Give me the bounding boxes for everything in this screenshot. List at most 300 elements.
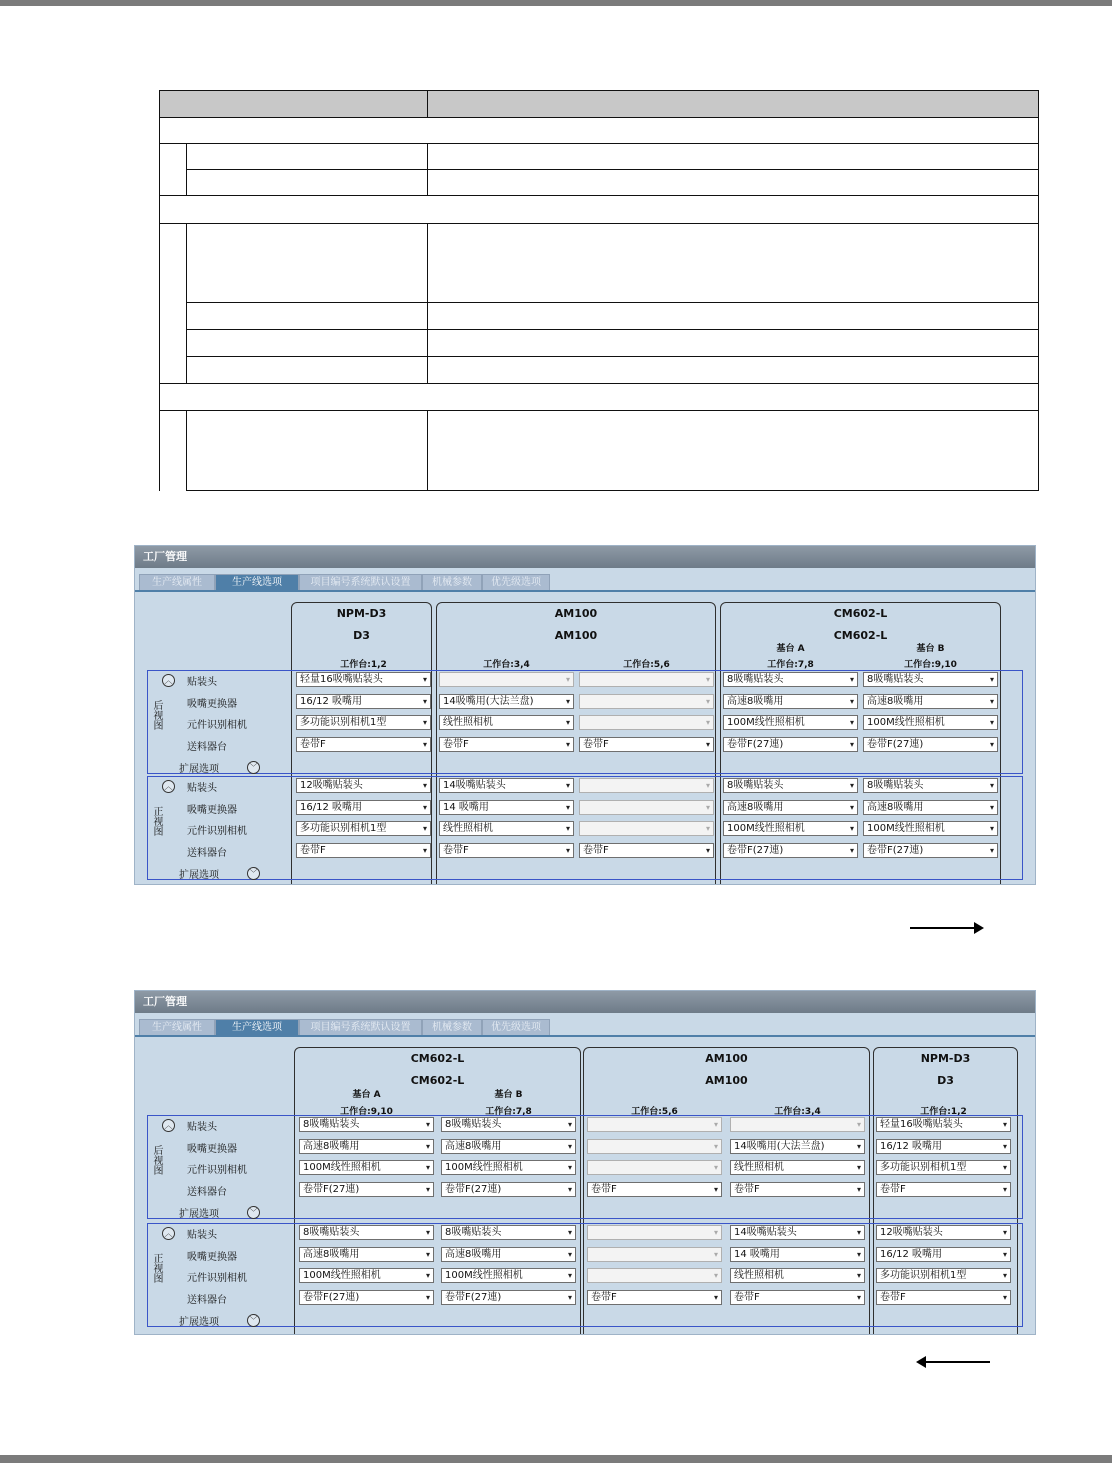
tab-0[interactable]: 生产线属性 <box>139 574 215 591</box>
chevron-down-icon: ▾ <box>565 824 570 834</box>
dropdown-select <box>587 1225 722 1240</box>
dropdown-value: 高速8吸嘴用 <box>445 1140 502 1152</box>
chevron-down-icon: ▾ <box>989 740 994 750</box>
dropdown-select[interactable] <box>730 1160 865 1175</box>
tab-4[interactable]: 优先级选项 <box>482 1019 550 1036</box>
tab-3[interactable]: 机械参数 <box>422 1019 482 1036</box>
chevron-down-icon: ▾ <box>422 846 427 856</box>
stage-label: 基台 B <box>494 1090 523 1100</box>
dropdown-select[interactable] <box>296 672 431 687</box>
row-label: 送料器台 <box>187 742 227 754</box>
row-label: 元件识别相机 <box>187 1273 247 1285</box>
expand-options-label[interactable]: 扩展选项 <box>179 1208 219 1220</box>
chevron-down-icon: ▾ <box>425 1249 430 1259</box>
expand-down-icon[interactable]: ﹀ <box>247 1206 260 1219</box>
factory-panel-forward <box>134 545 1036 885</box>
arrow-left-icon <box>918 1361 990 1363</box>
chevron-down-icon: ▾ <box>422 675 427 684</box>
chevron-down-icon: ▾ <box>1002 1271 1007 1281</box>
dropdown-select[interactable] <box>299 1290 434 1305</box>
view-label: 正视图 <box>151 1253 162 1283</box>
chevron-down-icon: ▾ <box>567 1271 572 1281</box>
chevron-down-icon: ▾ <box>422 802 427 812</box>
dropdown-select[interactable] <box>296 694 431 709</box>
row-label: 贴装头 <box>187 1122 217 1133</box>
dropdown-select[interactable] <box>723 843 858 858</box>
dropdown-select[interactable] <box>730 1290 865 1305</box>
chevron-down-icon: ▾ <box>713 1141 718 1151</box>
stage-label: 基台 A <box>352 1090 381 1100</box>
dropdown-select[interactable] <box>730 1139 865 1154</box>
dropdown-value: 高速8吸嘴用 <box>867 695 924 707</box>
expand-down-icon[interactable]: ﹀ <box>247 867 260 880</box>
panel-title: 工厂管理 <box>135 546 1035 568</box>
chevron-down-icon: ▾ <box>567 1293 572 1303</box>
tab-1[interactable]: 生产线选项 <box>215 574 299 591</box>
dropdown-value: 100M线性照相机 <box>445 1270 523 1282</box>
chevron-down-icon: ▾ <box>989 824 994 834</box>
chevron-down-icon: ▾ <box>713 1163 718 1173</box>
tab-0[interactable]: 生产线属性 <box>139 1019 215 1036</box>
chevron-down-icon: ▾ <box>567 1163 572 1173</box>
dropdown-select[interactable] <box>876 1182 1011 1197</box>
dropdown-select[interactable] <box>730 1247 865 1262</box>
dropdown-select[interactable] <box>439 800 574 815</box>
dropdown-select <box>579 672 714 687</box>
dropdown-select[interactable] <box>439 821 574 836</box>
dropdown-value: 卷带F(27連) <box>867 739 924 751</box>
dropdown-value: 轻量16吸嘴贴装头 <box>880 1119 963 1130</box>
tab-3[interactable]: 机械参数 <box>422 574 482 591</box>
dropdown-value: 卷带F(27連) <box>445 1292 502 1304</box>
dropdown-value: 8吸嘴贴装头 <box>445 1119 502 1130</box>
chevron-down-icon: ▾ <box>422 696 427 706</box>
chevron-down-icon: ▾ <box>422 718 427 728</box>
chevron-down-icon: ▾ <box>713 1249 718 1259</box>
dropdown-select[interactable] <box>441 1117 576 1132</box>
chevron-down-icon: ▾ <box>567 1249 572 1259</box>
dropdown-value: 100M线性照相机 <box>445 1162 523 1174</box>
row-label: 贴装头 <box>187 783 217 794</box>
dropdown-value: 卷带F <box>300 739 326 751</box>
machine-model: CM602-L <box>410 1074 465 1087</box>
chevron-down-icon: ▾ <box>565 781 570 790</box>
dropdown-value: 卷带F(27連) <box>727 845 784 857</box>
dropdown-value: 卷带F <box>583 739 609 751</box>
dropdown-select <box>587 1268 722 1283</box>
dropdown-select <box>579 694 714 709</box>
machine-name: AM100 <box>705 1052 748 1065</box>
page-top-rule <box>0 0 1112 6</box>
chevron-down-icon: ▾ <box>567 1185 572 1195</box>
dropdown-select[interactable] <box>730 1225 865 1240</box>
dropdown-select <box>587 1139 722 1154</box>
view-label: 后视图 <box>151 700 162 730</box>
dropdown-select[interactable] <box>723 778 858 793</box>
dropdown-select[interactable] <box>441 1247 576 1262</box>
chevron-down-icon: ▾ <box>713 1293 718 1303</box>
chevron-down-icon: ▾ <box>989 696 994 706</box>
table-row <box>186 302 1039 330</box>
dropdown-value: 卷带F <box>591 1292 617 1304</box>
row-label: 吸嘴更换器 <box>187 698 237 710</box>
row-label: 贴装头 <box>187 677 217 688</box>
dropdown-select[interactable] <box>439 694 574 709</box>
dropdown-select <box>587 1117 722 1132</box>
dropdown-select[interactable] <box>723 672 858 687</box>
dropdown-value: 多功能识别相机1型 <box>300 823 387 835</box>
dropdown-value: 高速8吸嘴用 <box>303 1140 360 1152</box>
dropdown-select[interactable] <box>876 1139 1011 1154</box>
dropdown-value: 线性照相机 <box>443 717 493 729</box>
dropdown-value: 卷带F <box>300 845 326 857</box>
row-label: 元件识别相机 <box>187 826 247 838</box>
dropdown-value: 16/12 吸嘴用 <box>880 1140 942 1152</box>
chevron-down-icon: ▾ <box>425 1120 430 1129</box>
tab-4[interactable]: 优先级选项 <box>482 574 550 591</box>
dropdown-select[interactable] <box>876 1290 1011 1305</box>
chevron-down-icon: ▾ <box>565 846 570 856</box>
chevron-down-icon: ▾ <box>1002 1293 1007 1303</box>
collapse-up-icon[interactable]: ︿ <box>162 1119 175 1132</box>
dropdown-value: 12吸嘴贴装头 <box>300 780 363 791</box>
collapse-up-icon[interactable]: ︿ <box>162 674 175 687</box>
table-row <box>186 223 1039 303</box>
machine-name: CM602-L <box>410 1052 465 1065</box>
machine-model: D3 <box>353 629 370 642</box>
dropdown-select[interactable] <box>441 1290 576 1305</box>
chevron-down-icon: ▾ <box>849 718 854 728</box>
dropdown-value: 线性照相机 <box>734 1270 784 1282</box>
table-row <box>186 143 1039 170</box>
chevron-down-icon: ▾ <box>1002 1228 1007 1237</box>
chevron-down-icon: ▾ <box>425 1271 430 1281</box>
chevron-down-icon: ▾ <box>565 802 570 812</box>
dropdown-value: 卷带F <box>734 1184 760 1196</box>
dropdown-value: 线性照相机 <box>734 1162 784 1174</box>
view-label: 正视图 <box>151 806 162 836</box>
chevron-down-icon: ▾ <box>856 1141 861 1151</box>
chevron-down-icon: ▾ <box>705 824 710 834</box>
chevron-down-icon: ▾ <box>1002 1249 1007 1259</box>
chevron-down-icon: ▾ <box>1002 1185 1007 1195</box>
dropdown-value: 卷带F(27連) <box>867 845 924 857</box>
dropdown-select[interactable] <box>441 1225 576 1240</box>
dropdown-select[interactable] <box>863 715 998 730</box>
dropdown-value: 100M线性照相机 <box>303 1162 381 1174</box>
row-label: 元件识别相机 <box>187 720 247 732</box>
view-label: 后视图 <box>151 1145 162 1175</box>
machine-model: AM100 <box>705 1074 748 1087</box>
dropdown-value: 高速8吸嘴用 <box>303 1248 360 1260</box>
dropdown-value: 14吸嘴用(大法兰盘) <box>443 695 534 707</box>
dropdown-select <box>579 778 714 793</box>
chevron-down-icon: ▾ <box>856 1271 861 1281</box>
dropdown-select[interactable] <box>299 1160 434 1175</box>
chevron-down-icon: ▾ <box>989 802 994 812</box>
dropdown-value: 14吸嘴用(大法兰盘) <box>734 1140 825 1152</box>
dropdown-select[interactable] <box>876 1225 1011 1240</box>
collapse-up-icon[interactable]: ︿ <box>162 780 175 793</box>
dropdown-select[interactable] <box>863 737 998 752</box>
row-label: 吸嘴更换器 <box>187 1251 237 1263</box>
chevron-down-icon: ▾ <box>856 1249 861 1259</box>
dropdown-select[interactable] <box>723 715 858 730</box>
dropdown-value: 100M线性照相机 <box>867 717 945 729</box>
dropdown-select[interactable] <box>299 1247 434 1262</box>
dropdown-select[interactable] <box>723 737 858 752</box>
tab-2[interactable]: 项目编号系统默认设置 <box>299 1019 422 1036</box>
dropdown-select[interactable] <box>723 694 858 709</box>
expand-down-icon[interactable]: ﹀ <box>247 761 260 774</box>
chevron-down-icon: ▾ <box>567 1141 572 1151</box>
chevron-down-icon: ▾ <box>856 1228 861 1237</box>
machine-name: CM602-L <box>833 607 888 620</box>
row-label: 送料器台 <box>187 848 227 860</box>
dropdown-select[interactable] <box>441 1182 576 1197</box>
stage-label: 基台 B <box>916 644 945 654</box>
worktable-label: 工作台:3,4 <box>774 1107 821 1117</box>
dropdown-select[interactable] <box>876 1268 1011 1283</box>
chevron-down-icon: ▾ <box>849 824 854 834</box>
chevron-down-icon: ▾ <box>705 740 710 750</box>
chevron-down-icon: ▾ <box>989 718 994 728</box>
chevron-down-icon: ▾ <box>705 802 710 812</box>
dropdown-select[interactable] <box>299 1182 434 1197</box>
worktable-label: 工作台:9,10 <box>904 660 957 670</box>
dropdown-value: 线性照相机 <box>443 823 493 835</box>
machine-name: AM100 <box>554 607 598 620</box>
chevron-down-icon: ▾ <box>565 740 570 750</box>
chevron-down-icon: ▾ <box>1002 1163 1007 1173</box>
dropdown-value: 多功能识别相机1型 <box>880 1270 967 1282</box>
dropdown-select[interactable] <box>863 843 998 858</box>
dropdown-value: 卷带F <box>443 845 469 857</box>
dropdown-select[interactable] <box>439 737 574 752</box>
page-bottom-rule <box>0 1455 1112 1463</box>
dropdown-select[interactable] <box>579 843 714 858</box>
stage-label: 基台 A <box>776 644 805 654</box>
dropdown-select[interactable] <box>299 1117 434 1132</box>
dropdown-select[interactable] <box>299 1225 434 1240</box>
dropdown-value: 100M线性照相机 <box>867 823 945 835</box>
dropdown-select[interactable] <box>441 1160 576 1175</box>
chevron-down-icon: ▾ <box>422 740 427 750</box>
dropdown-value: 8吸嘴贴装头 <box>303 1119 360 1130</box>
chevron-down-icon: ▾ <box>713 1228 718 1237</box>
expand-down-icon[interactable]: ﹀ <box>247 1314 260 1327</box>
chevron-down-icon: ▾ <box>849 781 854 790</box>
tab-2[interactable]: 项目编号系统默认设置 <box>299 574 422 591</box>
chevron-down-icon: ▾ <box>989 846 994 856</box>
chevron-down-icon: ▾ <box>856 1120 861 1129</box>
worktable-label: 工作台:7,8 <box>485 1107 532 1117</box>
chevron-down-icon: ▾ <box>422 781 427 790</box>
dropdown-value: 卷带F <box>583 845 609 857</box>
table-row <box>186 410 1039 491</box>
worktable-label: 工作台:1,2 <box>920 1107 967 1117</box>
dropdown-select[interactable] <box>863 821 998 836</box>
dropdown-value: 100M线性照相机 <box>727 717 805 729</box>
chevron-down-icon: ▾ <box>849 675 854 684</box>
dropdown-select <box>587 1160 722 1175</box>
dropdown-select[interactable] <box>296 821 431 836</box>
chevron-down-icon: ▾ <box>713 1120 718 1129</box>
dropdown-value: 8吸嘴贴装头 <box>727 674 784 685</box>
dropdown-select[interactable] <box>863 672 998 687</box>
chevron-down-icon: ▾ <box>425 1163 430 1173</box>
chevron-down-icon: ▾ <box>425 1228 430 1237</box>
worktable-label: 工作台:3,4 <box>483 660 530 670</box>
dropdown-select <box>579 800 714 815</box>
dropdown-select[interactable] <box>876 1117 1011 1132</box>
chevron-down-icon: ▾ <box>565 718 570 728</box>
dropdown-select[interactable] <box>296 843 431 858</box>
chevron-down-icon: ▾ <box>1002 1120 1007 1129</box>
table-group-row <box>159 117 1039 144</box>
dropdown-value: 100M线性照相机 <box>303 1270 381 1282</box>
dropdown-select[interactable] <box>876 1160 1011 1175</box>
dropdown-value: 14 吸嘴用 <box>734 1248 780 1260</box>
tab-1[interactable]: 生产线选项 <box>215 1019 299 1036</box>
arrow-right-icon <box>910 927 982 929</box>
chevron-down-icon: ▾ <box>425 1293 430 1303</box>
panel-title: 工厂管理 <box>135 991 1035 1013</box>
dropdown-select[interactable] <box>863 778 998 793</box>
dropdown-select[interactable] <box>876 1247 1011 1262</box>
dropdown-value: 卷带F <box>880 1292 906 1304</box>
dropdown-value: 16/12 吸嘴用 <box>880 1248 942 1260</box>
worktable-label: 工作台:5,6 <box>623 660 670 670</box>
dropdown-select[interactable] <box>441 1268 576 1283</box>
table-group-row <box>159 195 1039 224</box>
dropdown-select[interactable] <box>723 800 858 815</box>
dropdown-value: 100M线性照相机 <box>727 823 805 835</box>
table-row <box>186 356 1039 384</box>
row-label: 吸嘴更换器 <box>187 804 237 816</box>
chevron-down-icon: ▾ <box>849 740 854 750</box>
chevron-down-icon: ▾ <box>705 675 710 684</box>
dropdown-select[interactable] <box>863 694 998 709</box>
dropdown-value: 卷带F(27連) <box>303 1184 360 1196</box>
dropdown-value: 高速8吸嘴用 <box>445 1248 502 1260</box>
dropdown-value: 8吸嘴贴装头 <box>867 780 924 791</box>
dropdown-value: 卷带F <box>880 1184 906 1196</box>
dropdown-select[interactable] <box>587 1182 722 1197</box>
dropdown-value: 高速8吸嘴用 <box>867 801 924 813</box>
chevron-down-icon: ▾ <box>713 1271 718 1281</box>
chevron-down-icon: ▾ <box>705 718 710 728</box>
chevron-down-icon: ▾ <box>705 846 710 856</box>
dropdown-value: 8吸嘴贴装头 <box>303 1227 360 1238</box>
dropdown-select[interactable] <box>296 778 431 793</box>
machine-model: D3 <box>937 1074 954 1087</box>
dropdown-select[interactable] <box>863 800 998 815</box>
dropdown-select[interactable] <box>296 800 431 815</box>
dropdown-value: 高速8吸嘴用 <box>727 695 784 707</box>
chevron-down-icon: ▾ <box>713 1185 718 1195</box>
dropdown-select[interactable] <box>439 778 574 793</box>
chevron-down-icon: ▾ <box>849 846 854 856</box>
dropdown-select[interactable] <box>723 821 858 836</box>
dropdown-select[interactable] <box>441 1139 576 1154</box>
chevron-down-icon: ▾ <box>425 1185 430 1195</box>
dropdown-select[interactable] <box>579 737 714 752</box>
chevron-down-icon: ▾ <box>425 1141 430 1151</box>
dropdown-select[interactable] <box>439 843 574 858</box>
chevron-down-icon: ▾ <box>422 824 427 834</box>
dropdown-value: 多功能识别相机1型 <box>300 717 387 729</box>
worktable-label: 工作台:9,10 <box>340 1107 393 1117</box>
chevron-down-icon: ▾ <box>989 675 994 684</box>
dropdown-value: 14 吸嘴用 <box>443 801 489 813</box>
chevron-down-icon: ▾ <box>1002 1141 1007 1151</box>
dropdown-select[interactable] <box>296 737 431 752</box>
factory-panel-reverse <box>134 990 1036 1335</box>
dropdown-select[interactable] <box>296 715 431 730</box>
dropdown-value: 卷带F(27連) <box>445 1184 502 1196</box>
dropdown-select[interactable] <box>299 1268 434 1283</box>
row-label: 元件识别相机 <box>187 1165 247 1177</box>
chevron-down-icon: ▾ <box>565 675 570 684</box>
dropdown-value: 卷带F <box>443 739 469 751</box>
chevron-down-icon: ▾ <box>856 1185 861 1195</box>
dropdown-select[interactable] <box>299 1139 434 1154</box>
row-label: 贴装头 <box>187 1230 217 1241</box>
machine-model: AM100 <box>554 629 598 642</box>
machine-name: NPM-D3 <box>336 607 387 620</box>
chevron-down-icon: ▾ <box>705 696 710 706</box>
row-label: 送料器台 <box>187 1295 227 1307</box>
dropdown-value: 轻量16吸嘴贴装头 <box>300 674 383 685</box>
table-row <box>186 169 1039 196</box>
dropdown-select[interactable] <box>730 1268 865 1283</box>
dropdown-select[interactable] <box>439 715 574 730</box>
dropdown-value: 8吸嘴贴装头 <box>867 674 924 685</box>
collapse-up-icon[interactable]: ︿ <box>162 1227 175 1240</box>
table-row <box>186 329 1039 357</box>
chevron-down-icon: ▾ <box>989 781 994 790</box>
table-group-row <box>159 383 1039 411</box>
dropdown-value: 12吸嘴贴装头 <box>880 1227 943 1238</box>
worktable-label: 工作台:7,8 <box>767 660 814 670</box>
dropdown-value: 14吸嘴贴装头 <box>734 1227 797 1238</box>
chevron-down-icon: ▾ <box>856 1293 861 1303</box>
dropdown-value: 卷带F(27連) <box>303 1292 360 1304</box>
row-label: 吸嘴更换器 <box>187 1143 237 1155</box>
dropdown-value: 高速8吸嘴用 <box>727 801 784 813</box>
machine-name: NPM-D3 <box>920 1052 971 1065</box>
dropdown-value: 14吸嘴贴装头 <box>443 780 506 791</box>
chevron-down-icon: ▾ <box>849 696 854 706</box>
machine-model: CM602-L <box>833 629 888 642</box>
row-label: 送料器台 <box>187 1187 227 1199</box>
dropdown-value: 16/12 吸嘴用 <box>300 695 362 707</box>
dropdown-select <box>730 1117 865 1132</box>
dropdown-value: 多功能识别相机1型 <box>880 1162 967 1174</box>
dropdown-value: 8吸嘴贴装头 <box>727 780 784 791</box>
dropdown-select[interactable] <box>730 1182 865 1197</box>
expand-options-label[interactable]: 扩展选项 <box>179 1316 219 1328</box>
dropdown-select[interactable] <box>587 1290 722 1305</box>
chevron-down-icon: ▾ <box>849 802 854 812</box>
chevron-down-icon: ▾ <box>856 1163 861 1173</box>
dropdown-value: 卷带F <box>591 1184 617 1196</box>
expand-options-label[interactable]: 扩展选项 <box>179 869 219 881</box>
expand-options-label[interactable]: 扩展选项 <box>179 763 219 775</box>
chevron-down-icon: ▾ <box>705 781 710 790</box>
dropdown-value: 卷带F(27連) <box>727 739 784 751</box>
